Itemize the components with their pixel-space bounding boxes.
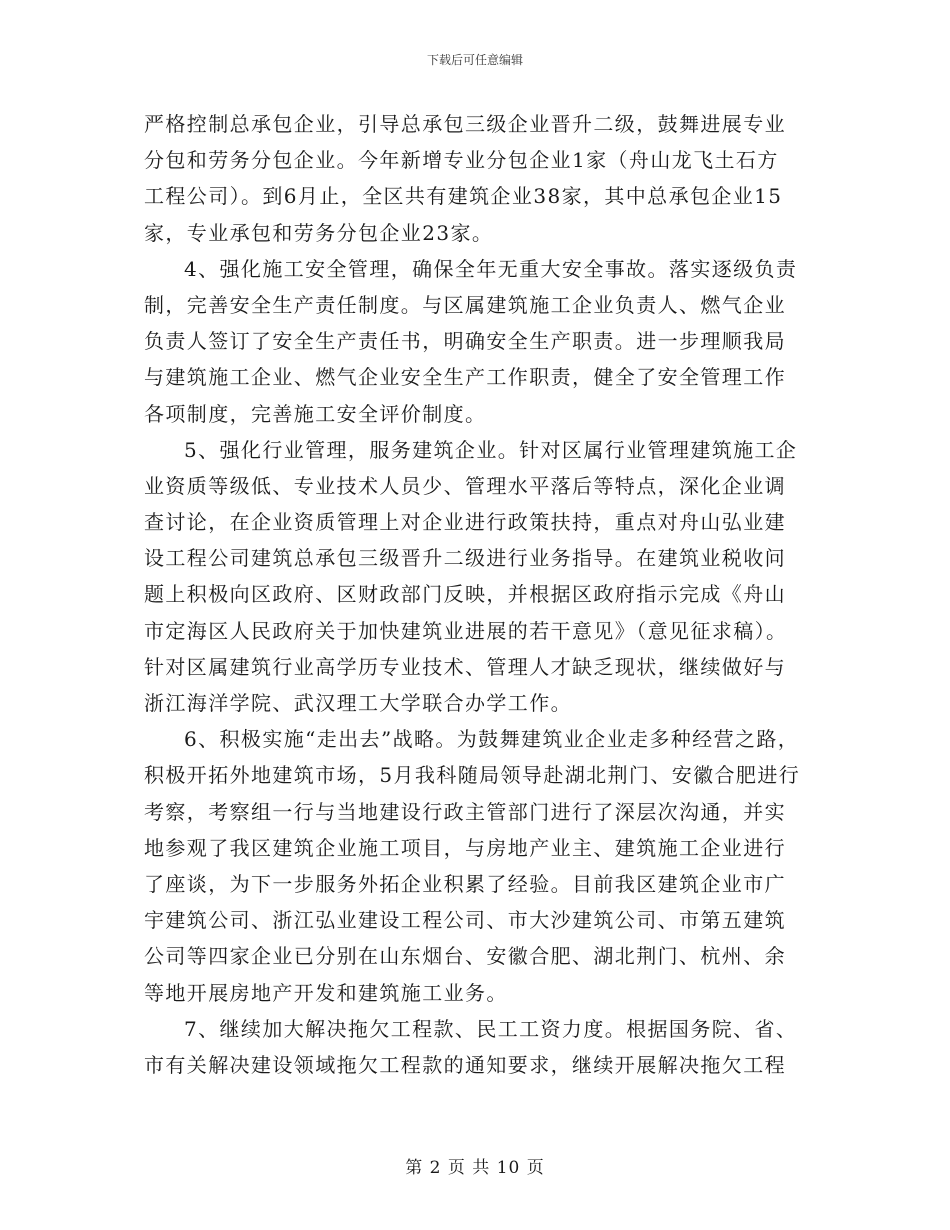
text-line: 与建筑施工企业、燃气企业安全生产工作职责，健全了安全管理工作: [144, 365, 786, 390]
text-line: 工程公司）。到6月止，全区共有建筑企业38家，其中总承包企业15: [144, 184, 783, 209]
text-line: 考察，考察组一行与当地建设行政主管部门进行了深层次沟通，并实: [144, 799, 786, 824]
paragraph-first-line: 5、强化行业管理，服务建筑企业。针对区属行业管理建筑施工企: [184, 437, 798, 462]
text-line: 设工程公司建筑总承包三级晋升二级进行业务指导。在建筑业税收问: [144, 546, 786, 571]
text-line: 积极开拓外地建筑市场，5月我科随局领导赴湖北荆门、安徽合肥进行: [144, 763, 801, 788]
paragraph-first-line: 7、继续加大解决拖欠工程款、民工工资力度。根据国务院、省、: [184, 1016, 798, 1041]
page-header: 下载后可任意编辑: [426, 53, 523, 67]
text-line: 了座谈，为下一步服务外拓企业积累了经验。目前我区建筑企业市广: [144, 871, 786, 896]
text-line: 等地开展房地产开发和建筑施工业务。: [144, 980, 508, 1005]
text-line: 各项制度，完善施工安全评价制度。: [144, 401, 487, 426]
text-line: 制，完善安全生产责任制度。与区属建筑施工企业负责人、燃气企业: [144, 292, 786, 317]
text-line: 严格控制总承包企业，引导总承包三级企业晋升二级，鼓舞进展专业: [144, 112, 786, 136]
text-line: 地参观了我区建筑企业施工项目，与房地产业主、建筑施工企业进行: [144, 835, 786, 860]
paragraph-first-line: 6、积极实施“走出去”战略。为鼓舞建筑业企业走多种经营之路，: [184, 727, 800, 752]
text-line: 公司等四家企业已分别在山东烟台、安徽合肥、湖北荆门、杭州、余: [144, 944, 786, 969]
text-line: 分包和劳务分包企业。今年新增专业分包企业1家（舟山龙飞土石方: [144, 148, 779, 173]
text-line: 题上积极向区政府、区财政部门反映，并根据区政府指示完成《舟山: [144, 582, 786, 607]
text-line: 市有关解决建设领域拖欠工程款的通知要求，继续开展解决拖欠工程: [144, 1052, 786, 1077]
text-line: 浙江海洋学院、武汉理工大学联合办学工作。: [144, 691, 572, 715]
text-line: 负责人签订了安全生产责任书，明确安全生产职责。进一步理顺我局: [144, 329, 786, 354]
document-body: [144, 106, 816, 1083]
text-line: 查讨论，在企业资质管理上对企业进行政策扶持，重点对舟山弘业建: [144, 510, 786, 535]
text-line: 家，专业承包和劳务分包企业23家。: [144, 220, 494, 245]
text-line: 宇建筑公司、浙江弘业建设工程公司、市大沙建筑公司、市第五建筑: [144, 908, 786, 933]
text-line: 针对区属建筑行业高学历专业技术、管理人才缺乏现状，继续做好与: [144, 654, 786, 679]
paragraph-first-line: 4、强化施工安全管理，确保全年无重大安全事故。落实逐级负责: [184, 256, 798, 281]
text-line: 市定海区人民政府关于加快建筑业进展的若干意见》（意见征求稿）。: [144, 618, 788, 643]
text-line: 业资质等级低、专业技术人员少、管理水平落后等特点，深化企业调: [144, 473, 786, 498]
page-footer: 第 2 页 共 10 页: [405, 1158, 545, 1178]
